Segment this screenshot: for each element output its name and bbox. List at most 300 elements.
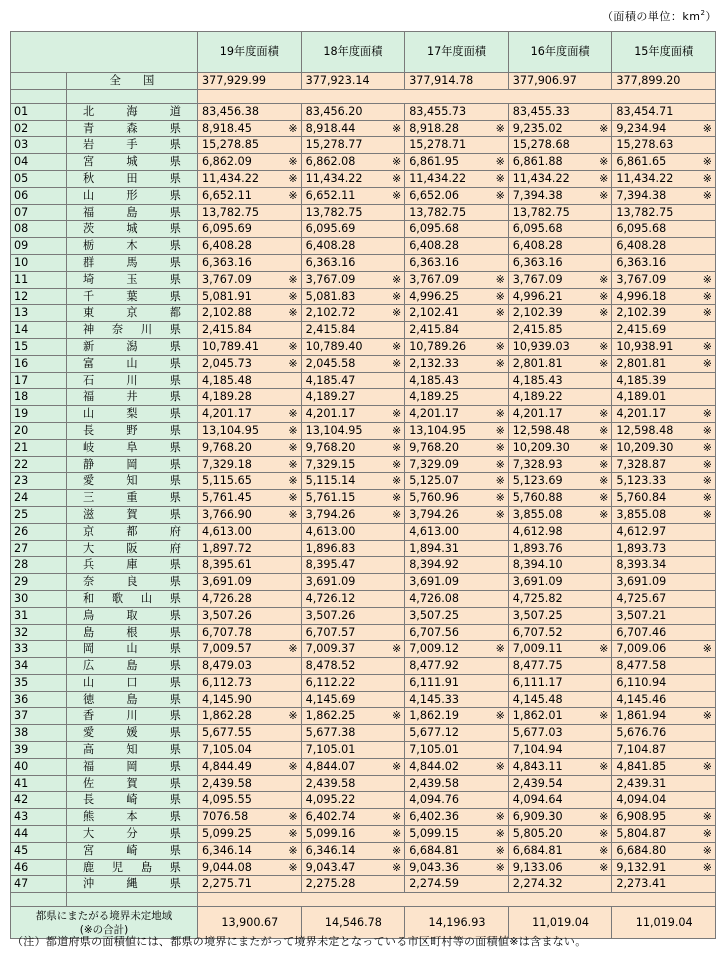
area-cell — [301, 506, 405, 523]
prefecture-code: 40 — [11, 758, 67, 775]
prefecture-code: 12 — [11, 288, 67, 305]
prefecture-row — [11, 355, 716, 372]
undetermined-value: 11,019.04 — [612, 907, 716, 939]
prefecture-name — [67, 288, 198, 305]
undetermined-mark: ※ — [391, 457, 402, 471]
prefecture-code: 34 — [11, 658, 67, 675]
prefecture-row — [11, 204, 716, 221]
name-char: 県 — [169, 121, 181, 135]
prefecture-code: 33 — [11, 641, 67, 658]
area-cell — [301, 170, 405, 187]
area-cell — [198, 120, 302, 137]
area-value: 4,844.02 — [409, 759, 460, 773]
area-value: 8,394.10 — [512, 558, 563, 572]
undetermined-value: 14,196.93 — [405, 907, 509, 939]
area-cell — [301, 271, 405, 288]
undetermined-mark: ※ — [288, 507, 298, 521]
area-value: 4,726.08 — [409, 591, 460, 605]
name-char: 神 — [83, 323, 95, 337]
name-char: 滋 — [83, 507, 95, 521]
area-cell — [198, 103, 302, 120]
area-value: 5,123.33 — [616, 474, 667, 488]
name-char: 庫 — [126, 558, 138, 572]
prefecture-row — [11, 674, 716, 691]
area-cell — [405, 103, 509, 120]
prefecture-name-text — [83, 255, 181, 271]
name-char: 福 — [83, 205, 95, 219]
prefecture-name — [67, 372, 198, 389]
area-value: 11,434.22 — [202, 171, 259, 185]
prefecture-name-text — [83, 305, 181, 321]
prefecture-row — [11, 120, 716, 137]
undetermined-mark: ※ — [288, 709, 298, 723]
area-value: 4,725.67 — [616, 591, 667, 605]
area-cell — [405, 322, 509, 339]
area-cell — [405, 187, 509, 204]
area-value: 13,782.75 — [616, 205, 674, 219]
area-value: 4,095.55 — [202, 793, 252, 807]
name-char: 本 — [126, 810, 138, 824]
area-cell — [198, 271, 302, 288]
undetermined-mark: ※ — [288, 356, 298, 370]
area-value: 5,099.16 — [305, 827, 356, 841]
area-value: 4,844.49 — [202, 759, 252, 773]
area-value: 5,760.96 — [409, 491, 460, 505]
area-cell — [405, 137, 509, 154]
area-value: 15,278.71 — [409, 138, 467, 152]
prefecture-row — [11, 338, 716, 355]
area-value: 6,112.73 — [202, 675, 252, 689]
area-cell — [612, 221, 716, 238]
area-value: 4,095.22 — [305, 793, 356, 807]
prefecture-name — [67, 406, 198, 423]
area-value: 8,477.58 — [616, 659, 667, 673]
name-char: 県 — [169, 491, 181, 505]
area-cell — [301, 742, 405, 759]
area-value: 2,415.84 — [305, 323, 356, 337]
area-cell — [405, 876, 509, 893]
area-value: 6,363.16 — [512, 255, 563, 269]
area-cell — [508, 742, 612, 759]
area-cell — [508, 288, 612, 305]
name-char: 愛 — [83, 474, 95, 488]
area-value: 6,095.68 — [616, 222, 667, 236]
area-cell — [301, 288, 405, 305]
area-value: 8,393.34 — [616, 558, 667, 572]
undetermined-mark: ※ — [702, 289, 712, 303]
national-value: 377,923.14 — [301, 73, 405, 90]
prefecture-name — [67, 170, 198, 187]
prefecture-name-text — [83, 238, 181, 254]
prefecture-name-text — [83, 423, 181, 439]
name-char: 賀 — [126, 507, 138, 521]
prefecture-code: 42 — [11, 792, 67, 809]
area-cell — [198, 691, 302, 708]
undetermined-mark: ※ — [599, 306, 609, 320]
name-char: 都 — [126, 524, 138, 538]
undetermined-mark: ※ — [288, 827, 298, 841]
area-value: 4,145.90 — [202, 692, 252, 706]
area-cell — [405, 725, 509, 742]
area-cell — [508, 658, 612, 675]
area-cell — [508, 137, 612, 154]
prefecture-code: 28 — [11, 557, 67, 574]
area-cell — [405, 389, 509, 406]
area-cell — [198, 355, 302, 372]
area-value: 7,009.57 — [202, 642, 252, 656]
undetermined-mark: ※ — [702, 474, 712, 488]
area-cell — [301, 842, 405, 859]
area-cell — [405, 624, 509, 641]
name-char: 県 — [169, 507, 181, 521]
undetermined-mark: ※ — [495, 121, 505, 135]
area-cell — [612, 826, 716, 843]
prefecture-name — [67, 506, 198, 523]
prefecture-name-text — [83, 574, 181, 590]
name-char: 県 — [169, 860, 181, 874]
area-cell — [508, 204, 612, 221]
area-value: 4,201.17 — [202, 407, 252, 421]
prefecture-name-text — [83, 826, 181, 842]
area-cell — [508, 506, 612, 523]
undetermined-mark: ※ — [599, 356, 609, 370]
area-cell — [301, 238, 405, 255]
area-cell — [612, 708, 716, 725]
area-value: 6,112.22 — [305, 675, 356, 689]
area-cell — [508, 557, 612, 574]
area-cell — [301, 187, 405, 204]
area-cell — [508, 322, 612, 339]
area-cell — [612, 389, 716, 406]
area-value: 5,677.55 — [202, 726, 252, 740]
prefecture-name — [67, 523, 198, 540]
area-value: 2,274.32 — [512, 877, 563, 891]
prefecture-name-text — [83, 389, 181, 405]
area-cell — [612, 607, 716, 624]
undetermined-mark: ※ — [288, 407, 298, 421]
area-cell — [612, 490, 716, 507]
name-char: 栃 — [83, 239, 95, 253]
prefecture-row — [11, 506, 716, 523]
area-value: 4,189.01 — [616, 390, 667, 404]
area-value: 4,145.69 — [305, 692, 356, 706]
name-char: 県 — [169, 188, 181, 202]
name-char: 京 — [126, 306, 138, 320]
undetermined-mark: ※ — [495, 356, 505, 370]
name-char: 秋 — [83, 171, 95, 185]
name-char: 宮 — [83, 843, 95, 857]
area-value: 2,415.85 — [512, 323, 563, 337]
area-cell — [612, 540, 716, 557]
undetermined-mark: ※ — [702, 423, 712, 437]
prefecture-name-text — [83, 742, 181, 758]
area-value: 6,707.78 — [202, 625, 252, 639]
area-value: 8,918.44 — [305, 121, 356, 135]
prefecture-name-text — [83, 776, 181, 792]
name-char: 賀 — [126, 776, 138, 790]
area-value: 6,110.94 — [616, 675, 667, 689]
undetermined-mark: ※ — [599, 188, 609, 202]
area-value: 6,707.52 — [512, 625, 563, 639]
undetermined-mark: ※ — [288, 759, 298, 773]
undetermined-mark: ※ — [288, 289, 298, 303]
prefecture-name-text — [83, 457, 181, 473]
area-value: 6,408.28 — [409, 239, 460, 253]
area-cell — [301, 456, 405, 473]
undetermined-mark: ※ — [288, 810, 298, 824]
prefecture-name-text — [83, 675, 181, 691]
area-value: 4,189.28 — [202, 390, 252, 404]
area-value: 2,801.81 — [512, 356, 563, 370]
prefecture-code: 09 — [11, 238, 67, 255]
undetermined-mark: ※ — [391, 440, 402, 454]
area-value: 15,278.85 — [202, 138, 259, 152]
area-table — [10, 31, 716, 939]
area-value: 6,111.91 — [409, 675, 460, 689]
area-value: 6,402.36 — [409, 810, 460, 824]
undetermined-mark: ※ — [495, 474, 505, 488]
area-value: 9,043.47 — [305, 860, 356, 874]
area-cell — [612, 288, 716, 305]
area-cell — [301, 641, 405, 658]
area-value: 2,439.54 — [512, 776, 563, 790]
undetermined-mark: ※ — [495, 860, 505, 874]
area-cell — [198, 641, 302, 658]
prefecture-code: 25 — [11, 506, 67, 523]
area-value: 2,102.39 — [512, 306, 563, 320]
spacer-cell — [67, 89, 198, 103]
undetermined-mark: ※ — [495, 827, 505, 841]
area-cell — [508, 842, 612, 859]
name-char: 山 — [126, 356, 138, 370]
prefecture-name-text — [83, 373, 181, 389]
area-cell — [508, 305, 612, 322]
name-char: 埼 — [83, 272, 95, 286]
footnote: （注）都道府県の面積値には、都県の境界にまたがって境界未定となっている市区町村等の面積値※は含まない。 — [12, 935, 587, 948]
undetermined-mark: ※ — [391, 642, 402, 656]
undetermined-mark: ※ — [391, 810, 402, 824]
area-cell — [508, 355, 612, 372]
area-cell — [198, 170, 302, 187]
area-cell — [198, 523, 302, 540]
area-cell — [612, 557, 716, 574]
area-value: 6,684.80 — [616, 843, 667, 857]
area-value: 5,081.91 — [202, 289, 252, 303]
area-value: 6,095.68 — [512, 222, 563, 236]
area-value: 4,185.39 — [616, 373, 667, 387]
area-value: 5,760.84 — [616, 491, 667, 505]
name-char: 岡 — [83, 642, 95, 656]
area-value: 9,043.36 — [409, 860, 460, 874]
area-cell — [508, 859, 612, 876]
prefecture-name-text — [83, 792, 181, 808]
area-value: 7,105.01 — [409, 743, 460, 757]
prefecture-code: 01 — [11, 103, 67, 120]
name-char: 県 — [169, 776, 181, 790]
prefecture-name — [67, 607, 198, 624]
name-char: 田 — [126, 171, 138, 185]
area-value: 7,105.01 — [305, 743, 356, 757]
area-cell — [405, 238, 509, 255]
prefecture-code: 27 — [11, 540, 67, 557]
undetermined-mark: ※ — [599, 440, 609, 454]
area-value: 4,185.43 — [409, 373, 460, 387]
area-cell — [405, 120, 509, 137]
undetermined-mark: ※ — [495, 423, 505, 437]
prefecture-row — [11, 103, 716, 120]
prefecture-code: 20 — [11, 422, 67, 439]
undetermined-mark: ※ — [391, 827, 402, 841]
prefecture-row — [11, 187, 716, 204]
undetermined-mark: ※ — [495, 642, 505, 656]
area-value: 4,189.22 — [512, 390, 563, 404]
area-value: 4,201.17 — [409, 407, 460, 421]
area-cell — [508, 439, 612, 456]
area-value: 6,908.95 — [616, 810, 667, 824]
area-value: 7,329.18 — [202, 457, 252, 471]
name-char: 児 — [111, 860, 124, 874]
area-value: 4,185.43 — [512, 373, 563, 387]
prefecture-name-text — [83, 104, 181, 120]
undetermined-mark: ※ — [288, 642, 298, 656]
prefecture-name — [67, 422, 198, 439]
area-value: 1,862.25 — [305, 709, 356, 723]
area-value: 3,507.25 — [512, 608, 563, 622]
area-value: 4,145.46 — [616, 692, 667, 706]
prefecture-name — [67, 641, 198, 658]
undetermined-mark: ※ — [495, 709, 505, 723]
area-value: 5,804.87 — [616, 827, 667, 841]
name-char: 宮 — [83, 155, 95, 169]
name-char: 群 — [83, 255, 95, 269]
area-cell — [198, 288, 302, 305]
prefecture-name — [67, 456, 198, 473]
name-char: 県 — [169, 810, 181, 824]
prefecture-row — [11, 859, 716, 876]
prefecture-name — [67, 674, 198, 691]
prefecture-row — [11, 322, 716, 339]
area-value: 6,652.11 — [305, 188, 356, 202]
undetermined-mark: ※ — [495, 171, 505, 185]
undetermined-mark: ※ — [702, 440, 712, 454]
area-value: 2,415.84 — [409, 323, 460, 337]
prefecture-name-text — [83, 876, 181, 892]
area-cell — [405, 792, 509, 809]
area-value: 4,996.25 — [409, 289, 460, 303]
name-char: 形 — [126, 188, 138, 202]
area-cell — [301, 355, 405, 372]
area-value: 1,896.83 — [305, 541, 356, 555]
area-cell — [405, 254, 509, 271]
area-value: 6,707.56 — [409, 625, 460, 639]
prefecture-name — [67, 473, 198, 490]
undetermined-mark: ※ — [495, 407, 505, 421]
area-value: 1,893.73 — [616, 541, 667, 555]
area-cell — [301, 708, 405, 725]
area-value: 2,102.41 — [409, 306, 460, 320]
name-char: 島 — [126, 659, 138, 673]
area-value: 3,855.08 — [512, 507, 563, 521]
area-cell — [508, 775, 612, 792]
name-char: 島 — [83, 625, 95, 639]
area-value: 4,185.48 — [202, 373, 252, 387]
area-value: 3,691.09 — [409, 575, 460, 589]
name-char: 県 — [169, 759, 181, 773]
prefecture-code: 03 — [11, 137, 67, 154]
prefecture-code: 14 — [11, 322, 67, 339]
area-cell — [198, 137, 302, 154]
area-cell — [198, 322, 302, 339]
area-cell — [301, 422, 405, 439]
name-char: 県 — [169, 726, 181, 740]
undetermined-mark: ※ — [495, 306, 505, 320]
area-value: 13,104.95 — [409, 423, 467, 437]
name-char: 潟 — [126, 339, 138, 353]
prefecture-row — [11, 876, 716, 893]
name-char: 崎 — [126, 843, 138, 857]
area-value: 4,094.04 — [616, 793, 667, 807]
prefecture-name — [67, 137, 198, 154]
area-value: 83,456.20 — [305, 104, 363, 118]
name-char: 良 — [126, 575, 138, 589]
area-value: 10,938.91 — [616, 339, 674, 353]
area-cell — [198, 708, 302, 725]
name-char: 山 — [83, 407, 95, 421]
prefecture-row — [11, 473, 716, 490]
undetermined-mark: ※ — [495, 272, 505, 286]
area-value: 8,478.52 — [305, 659, 356, 673]
area-cell — [198, 254, 302, 271]
area-value: 6,707.57 — [305, 625, 356, 639]
area-cell — [508, 674, 612, 691]
header-fy18: 18年度面積 — [301, 32, 405, 73]
prefecture-name-text — [83, 507, 181, 523]
name-char: 取 — [126, 608, 138, 622]
name-char: 広 — [83, 659, 95, 673]
undetermined-mark: ※ — [391, 171, 402, 185]
area-value: 2,415.84 — [202, 323, 252, 337]
name-char: 県 — [169, 407, 181, 421]
area-cell — [198, 590, 302, 607]
prefecture-name — [67, 859, 198, 876]
name-char: 県 — [169, 390, 181, 404]
area-value: 5,099.25 — [202, 827, 252, 841]
area-value: 6,862.08 — [305, 155, 356, 169]
area-cell — [612, 506, 716, 523]
area-value: 13,782.75 — [512, 205, 570, 219]
name-char: 島 — [126, 692, 138, 706]
area-cell — [508, 338, 612, 355]
area-cell — [508, 372, 612, 389]
undetermined-mark: ※ — [288, 272, 298, 286]
prefecture-row — [11, 490, 716, 507]
prefecture-row — [11, 523, 716, 540]
undetermined-mark: ※ — [702, 339, 712, 353]
undetermined-mark: ※ — [599, 121, 609, 135]
prefecture-row — [11, 540, 716, 557]
area-value: 2,274.59 — [409, 877, 460, 891]
undetermined-mark: ※ — [599, 155, 609, 169]
area-cell — [301, 574, 405, 591]
area-cell — [612, 725, 716, 742]
area-value: 10,789.40 — [305, 339, 363, 353]
area-cell — [301, 725, 405, 742]
name-char: 県 — [169, 558, 181, 572]
prefecture-name — [67, 204, 198, 221]
area-cell — [198, 574, 302, 591]
prefecture-name-text — [83, 440, 181, 456]
area-value: 2,415.69 — [616, 323, 667, 337]
